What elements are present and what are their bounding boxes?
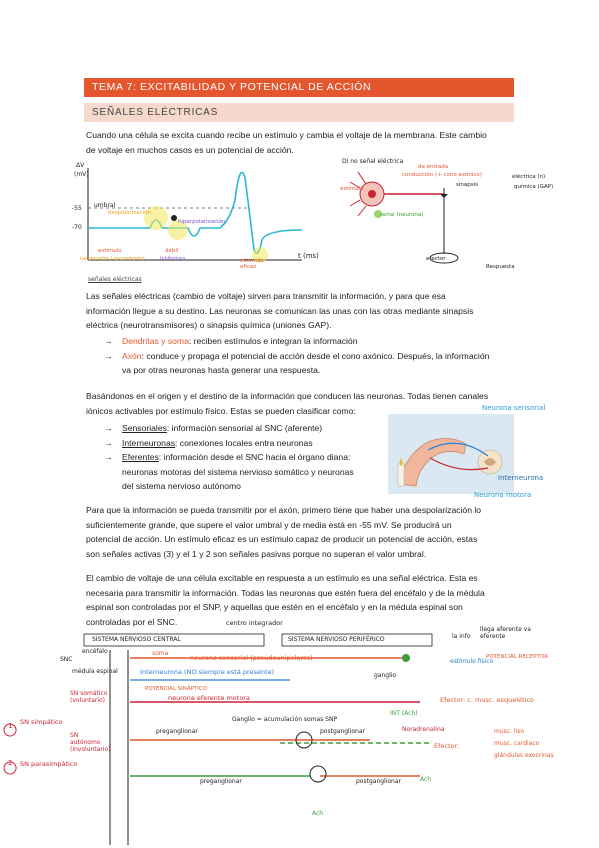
text-line: iónicos activables por estímulo físico. Estas se pueden clasificar como: xyxy=(86,405,356,416)
diag-neurona-eferente: neurona eferente motora xyxy=(168,694,250,702)
text-line: necesaria para transmitir la información. Todas las neuronas que estén fuera del encéfalo y de la médula xyxy=(86,587,485,598)
intro-line: Cuando una célula se excita cuando recibe un estímulo y cambia el voltaje de la membrana. Este cambio xyxy=(86,130,487,140)
text-line: espinal son controladas por el SNP, y aquellas que estén en el encéfalo y en la médula espinal son xyxy=(86,602,463,612)
bullet-list-neuron-parts xyxy=(104,334,514,378)
paragraph-action-potential xyxy=(86,503,514,561)
neuron-quimica: química (GAP) xyxy=(514,184,554,190)
diag-noradrenalina: Noradrenalina xyxy=(402,726,445,733)
graph-y-label: ΔV xyxy=(76,162,85,169)
intro-line: de voltaje en muchos casos es un potencial de acción. xyxy=(86,144,294,155)
diag-sn-parasimpatico: SN parasimpático xyxy=(20,760,78,768)
graph-hiperpol: hiperpolarización xyxy=(178,219,226,225)
graph-senales: señales eléctricas xyxy=(88,276,142,283)
bullet-continuation: neuronas motoras del sistema nervioso somático y neuronas xyxy=(122,466,354,477)
section-bar xyxy=(84,103,514,122)
bullet-text: : conduce y propaga el potencial de acción desde el cono axónico. Después, la información xyxy=(141,350,490,361)
arm-label-motora: Neurona motora xyxy=(474,491,532,499)
graph-despol: despolarización xyxy=(108,210,151,216)
text-line: eléctrica (neurotransmisores) o sinapsis química (uniones GAP). xyxy=(86,320,332,330)
arrow-icon: → xyxy=(104,437,113,448)
graph-eficaz: estímulo eficaz xyxy=(240,258,264,270)
diag-num1: 1 xyxy=(8,722,13,730)
diag-snc: SNC xyxy=(60,656,73,663)
text-line: suficientemente grande, que supere el valor umbral y de media está en -55 mV. Se producirá un xyxy=(86,519,452,530)
arrow-icon: → xyxy=(104,350,113,361)
diag-la-info: la info xyxy=(452,633,471,640)
diag-ganglio: ganglio xyxy=(374,672,397,679)
neuron-senal: señal (neurona) xyxy=(380,212,424,218)
text-line: controladas por el SNC. xyxy=(86,616,178,627)
diag-estimulo-fisico: estímulo físico xyxy=(450,658,494,665)
arm-label-interneurona: Interneurona xyxy=(498,474,544,482)
graph-v55: -55 xyxy=(72,205,82,212)
neuron-de-entrada: de entrada xyxy=(418,164,449,170)
page-title: TEMA 7: EXCITABILIDAD Y POTENCIAL DE ACCIÓN xyxy=(92,81,372,93)
neuron-efector: efector xyxy=(426,256,446,262)
bullet-text: : información desde el SNC hacia el órgano diana: xyxy=(158,452,351,462)
arrow-icon: → xyxy=(104,423,113,433)
diag-centro: centro integrador xyxy=(226,619,283,627)
diag-ganglio-acum: Ganglio = acumulación somas SNP xyxy=(232,716,338,723)
diag-preganglionar: preganglionar xyxy=(156,728,198,735)
neuron-electrica: eléctrica (n) xyxy=(512,174,546,180)
arm-label-sensorial: Neurona sensorial xyxy=(482,404,546,412)
neuron-respuesta: Respuesta xyxy=(486,264,515,270)
diag-interneurona: Interneurona (NO siempre está presente) xyxy=(140,668,275,676)
text-line: información llegue a su destino. Las neuronas se comunican las unas con las otras mediante sinapsis xyxy=(86,305,474,316)
text-line: son señales activas (3) y el 1 y 2 son señales pasivas porque no superan el valor umbral. xyxy=(86,548,427,559)
diag-efector2: Efector: xyxy=(434,742,460,750)
diag-medula: médula espinal xyxy=(72,668,118,675)
bullet-text: : información sensorial al SNC (aferente) xyxy=(166,423,323,433)
graph-y-unit: (mV) xyxy=(74,171,89,178)
diag-num2: 2 xyxy=(8,759,13,767)
diag-sn-simpatico: SN simpático xyxy=(20,718,63,726)
diag-ach2: Ach xyxy=(420,776,432,783)
diag-neurona-sensorial: neurona sensorial (pseudounipolares) xyxy=(190,654,313,662)
graph-debil-sub: inhibidora xyxy=(160,256,186,262)
bullet-item xyxy=(104,436,374,451)
bullet-key: Sensoriales xyxy=(122,423,167,433)
diag-int-ach: INT (Ach) xyxy=(390,710,418,717)
graph-debil: débil xyxy=(165,248,179,254)
text-line: Las señales eléctricas (cambio de voltaje) sirven para transmitir la información, y para que esa xyxy=(86,291,446,301)
neuron-sinapsis: sinapsis xyxy=(456,182,478,188)
diag-potencial-receptor: POTENCIAL RECEPTOR xyxy=(486,654,549,660)
bullet-continuation: del sistema nervioso autónomo xyxy=(122,481,241,491)
arrow-icon: → xyxy=(104,336,113,346)
bullet-key: Axón xyxy=(122,350,142,361)
diag-ach: Ach xyxy=(312,810,324,817)
diag-llega: llega aferente va eferente xyxy=(480,626,531,640)
title-bar xyxy=(84,78,514,97)
bullet-item xyxy=(104,334,514,349)
text-line: Basándonos en el origen y el destino de la información que conducen las neuronas. Todas tienen canales xyxy=(86,391,489,401)
intro-paragraph xyxy=(86,128,514,157)
diag-snp-box: SISTEMA NERVIOSO PERIFÉRICO xyxy=(288,636,385,643)
diag-preganglionar-2: preganglionar xyxy=(200,778,242,785)
text-line: Para que la información se pueda transmitir por el axón, primero tiene que haber una despolarización lo xyxy=(86,505,482,515)
paragraph-signals xyxy=(86,289,514,333)
diag-glandulas: glándulas exocrinas xyxy=(494,752,554,759)
diag-efector1: Efector: c. musc. esquelético xyxy=(440,696,534,704)
bullet-item xyxy=(104,450,374,494)
graph-umbral: umbral xyxy=(94,202,116,209)
diag-sn-somatico: SN somático (voluntario) xyxy=(70,690,108,704)
diag-encefalo: encéfalo xyxy=(82,648,108,655)
diag-pot-sinaptico: POTENCIAL SINÁPTICO xyxy=(145,686,208,692)
bullet-key: Interneuronas xyxy=(122,437,176,448)
neuron-conduccion: conducción (+ cono axónico) xyxy=(402,172,482,178)
bullet-text: : conexiones locales entra neuronas xyxy=(175,437,313,448)
neuron-title: Dí no señal eléctrica xyxy=(342,158,404,165)
section-title: SEÑALES ELÉCTRICAS xyxy=(92,107,219,118)
graph-estimulo: estímulo xyxy=(98,248,122,254)
graph-v70: -70 xyxy=(72,224,82,231)
bullet-list-neuron-types xyxy=(104,421,374,494)
neuron-estimulo: estímulo xyxy=(340,186,364,192)
bullet-key: Eferentes xyxy=(122,452,159,462)
bullet-key: Dendritas y soma xyxy=(122,336,189,346)
text-line: potencial de acción. Un estímulo eficaz es un estímulo capaz de producir un potencial de acción, estas xyxy=(86,534,478,544)
diag-sn-autonomo: SN autónomo (involuntario) xyxy=(70,732,111,753)
bullet-text: : reciben estímulos e integran la información xyxy=(188,336,358,346)
bullet-item xyxy=(104,349,514,378)
diag-postganglionar-2: postganglionar xyxy=(356,778,402,785)
bullet-item xyxy=(104,421,374,436)
diag-snc-box: SISTEMA NERVIOSO CENTRAL xyxy=(92,636,181,643)
diag-soma: soma xyxy=(152,650,169,657)
bullet-continuation: va por otras neuronas hasta generar una respuesta. xyxy=(122,365,321,375)
diag-musc-cardiaco: musc. cardiaco xyxy=(494,740,540,747)
text-line: El cambio de voltaje de una célula excitable en respuesta a un estímulo es una señal eléctrica. Esta es xyxy=(86,573,478,583)
graph-estimulo-sub: (acelerador / ascendente) xyxy=(80,256,145,262)
diag-postganglionar: postganglionar xyxy=(320,728,366,735)
arrow-icon: → xyxy=(104,452,113,462)
diag-musc-liso: musc. liso xyxy=(494,728,525,735)
graph-x-label: t (ms) xyxy=(298,252,319,260)
arm-reflex-illustration xyxy=(388,414,514,494)
